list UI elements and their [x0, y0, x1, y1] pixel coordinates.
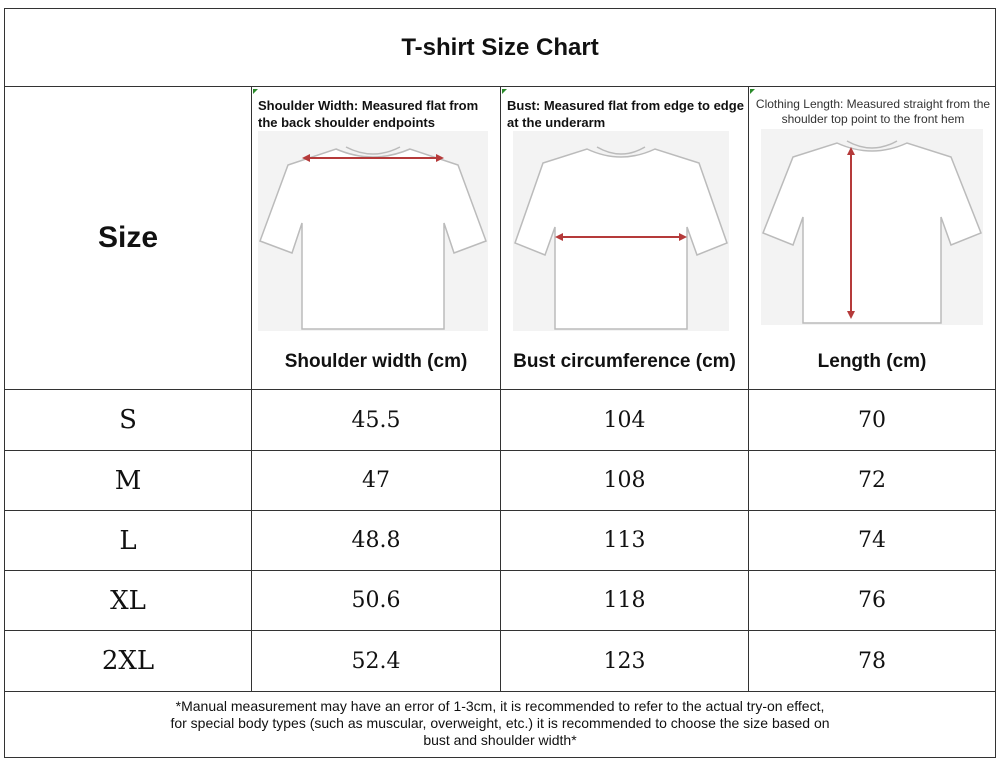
tshirt-bust-measure-icon — [513, 131, 729, 331]
bust-cell: 108 — [603, 468, 646, 493]
length-cell: 76 — [858, 588, 886, 613]
chart-title: T-shirt Size Chart — [401, 33, 599, 61]
length-cell: 70 — [858, 407, 886, 433]
tshirt-shoulder-measure-icon — [258, 131, 488, 331]
footnote-line: bust and shoulder width* — [423, 732, 577, 748]
length-cell: 78 — [858, 648, 886, 674]
length-header-cell — [749, 87, 995, 389]
shoulder-description: Shoulder Width: Measured flat from the back shoulder endpoints — [258, 98, 479, 130]
bust-column-label: Bust circumference (cm) — [513, 351, 736, 372]
size-cell: M — [114, 465, 142, 496]
shoulder-cell: 45.5 — [351, 407, 401, 433]
length-cell: 74 — [858, 528, 886, 553]
bust-cell: 113 — [603, 528, 646, 553]
bust-description: Bust: Measured flat from edge to edge at the underarm — [507, 98, 744, 130]
size-header: Size — [97, 221, 159, 254]
footnote-line: *Manual measurement may have an error of 1-3cm, it is recommended to refer to the actual try-on effect, — [175, 698, 825, 714]
size-cell: 2XL — [101, 646, 155, 676]
length-column-label: Length (cm) — [817, 351, 927, 372]
shoulder-header-cell — [252, 87, 500, 389]
length-description: Clothing Length: Measured straight from the shoulder top point to the front hem — [755, 97, 991, 126]
size-cell: L — [119, 525, 137, 556]
bust-cell: 104 — [603, 407, 646, 433]
bust-header-cell — [501, 87, 748, 389]
title-row — [5, 9, 995, 87]
shoulder-cell: 47 — [362, 468, 390, 493]
bust-cell: 123 — [603, 648, 646, 674]
size-chart-table — [4, 8, 996, 758]
shoulder-cell: 48.8 — [351, 528, 401, 553]
length-cell: 72 — [858, 468, 886, 493]
bust-cell: 118 — [603, 588, 646, 613]
tshirt-length-measure-icon — [761, 129, 983, 325]
footnote-line: for special body types (such as muscular, overweight, etc.) it is recommended to choose the size based on — [170, 715, 830, 731]
size-cell: S — [119, 405, 137, 435]
shoulder-cell: 52.4 — [351, 648, 401, 674]
shoulder-cell: 50.6 — [351, 588, 401, 613]
footnote — [5, 691, 995, 757]
size-cell: XL — [110, 585, 146, 616]
shoulder-column-label: Shoulder width (cm) — [284, 351, 468, 372]
